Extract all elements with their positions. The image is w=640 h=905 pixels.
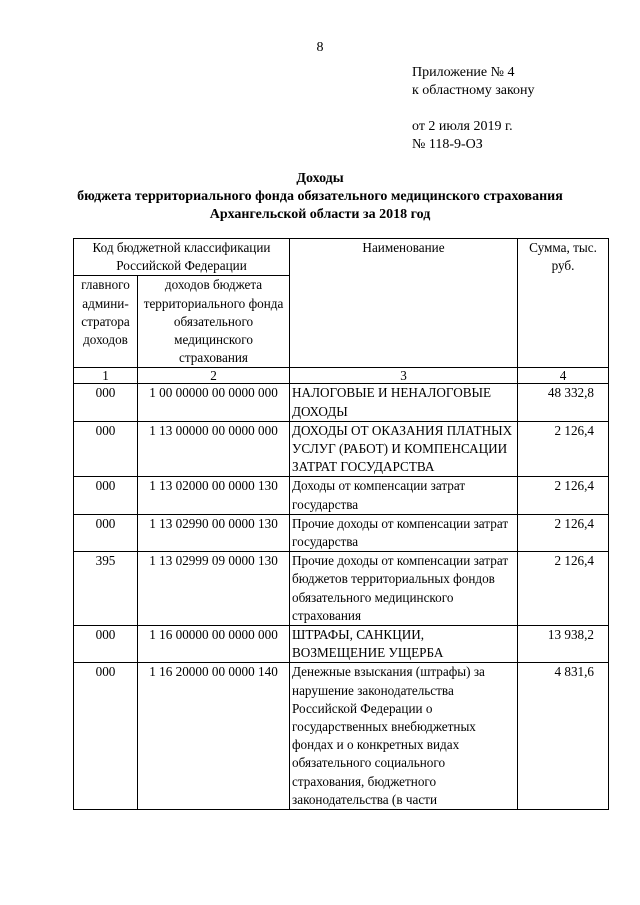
- income-name: Прочие доходы от компенсации затрат бюджетов территориальных фондов обязательного медицинского страхования: [290, 552, 518, 626]
- annex-law-number: № 118-9-ОЗ: [412, 137, 483, 152]
- income-sum: 2 126,4: [518, 477, 609, 514]
- admin-code: 000: [74, 663, 138, 810]
- budget-code: 1 16 20000 00 0000 140: [138, 663, 290, 810]
- income-sum: 4 831,6: [518, 663, 609, 810]
- column-number: 3: [290, 368, 518, 384]
- budget-code: 1 13 02000 00 0000 130: [138, 477, 290, 514]
- annex-law: к областному закону: [412, 83, 535, 98]
- column-number: 1: [74, 368, 138, 384]
- header-name: Наименование: [290, 239, 518, 368]
- budget-code: 1 13 00000 00 0000 000: [138, 421, 290, 477]
- header-code-group: Код бюджетной классификации Российской Федерации: [74, 239, 290, 276]
- income-sum: 48 332,8: [518, 384, 609, 421]
- income-name: ДОХОДЫ ОТ ОКАЗАНИЯ ПЛАТНЫХ УСЛУГ (РАБОТ) И КОМПЕНСАЦИИ ЗАТРАТ ГОСУДАРСТВА: [290, 421, 518, 477]
- table-row: [74, 663, 609, 810]
- income-name: Доходы от компенсации затрат государства: [290, 477, 518, 514]
- header-admin: главного админи-стратора доходов: [74, 276, 138, 368]
- column-number-row: [74, 368, 609, 384]
- admin-code: 000: [74, 384, 138, 421]
- column-number: 2: [138, 368, 290, 384]
- income-name: ШТРАФЫ, САНКЦИИ, ВОЗМЕЩЕНИЕ УЩЕРБА: [290, 626, 518, 663]
- header-sum: Сумма, тыс. руб.: [518, 239, 609, 368]
- income-name: Денежные взыскания (штрафы) за нарушение законодательства Российской Федерации о государственных внебюджетных фондах и о конкретных видах обязательного социального страхования, бюджетного законодательства (в части: [290, 663, 518, 810]
- annex-title: Приложение № 4: [412, 65, 515, 80]
- document-title: [40, 170, 600, 224]
- table-row: [74, 552, 609, 626]
- title-line-1: Доходы: [296, 171, 344, 186]
- title-line-2: бюджета территориального фонда обязательного медицинского страхования: [77, 189, 563, 204]
- income-sum: 2 126,4: [518, 421, 609, 477]
- header-row-1: [74, 239, 609, 276]
- income-sum: 13 938,2: [518, 626, 609, 663]
- admin-code: 000: [74, 514, 138, 551]
- budget-code: 1 13 02999 09 0000 130: [138, 552, 290, 626]
- admin-code: 000: [74, 477, 138, 514]
- table-row: [74, 477, 609, 514]
- title-line-3: Архангельской области за 2018 год: [209, 207, 431, 222]
- budget-code: 1 13 02990 00 0000 130: [138, 514, 290, 551]
- income-sum: 2 126,4: [518, 514, 609, 551]
- table-row: [74, 514, 609, 551]
- admin-code: 000: [74, 421, 138, 477]
- admin-code: 395: [74, 552, 138, 626]
- column-number: 4: [518, 368, 609, 384]
- page-number: 8: [316, 40, 324, 55]
- annex-date: от 2 июля 2019 г.: [412, 119, 513, 134]
- budget-code: 1 00 00000 00 0000 000: [138, 384, 290, 421]
- income-name: НАЛОГОВЫЕ И НЕНАЛОГОВЫЕ ДОХОДЫ: [290, 384, 518, 421]
- table-row: [74, 421, 609, 477]
- income-sum: 2 126,4: [518, 552, 609, 626]
- income-name: Прочие доходы от компенсации затрат государства: [290, 514, 518, 551]
- income-table: [73, 238, 609, 810]
- header-income-code: доходов бюджета территориального фонда обязательного медицинского страхования: [138, 276, 290, 368]
- table-row: [74, 626, 609, 663]
- table-row: [74, 384, 609, 421]
- annex-block: [412, 64, 535, 154]
- budget-code: 1 16 00000 00 0000 000: [138, 626, 290, 663]
- admin-code: 000: [74, 626, 138, 663]
